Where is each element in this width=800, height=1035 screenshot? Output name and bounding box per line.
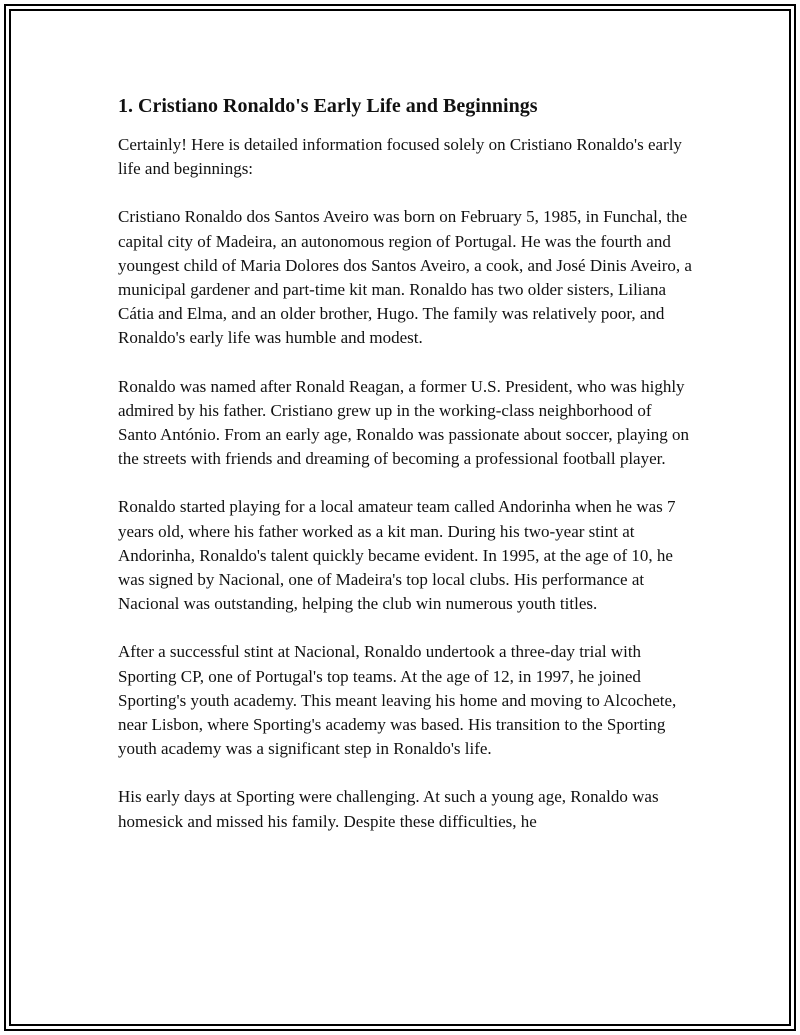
document-body [118, 93, 693, 858]
paragraph-intro: Certainly! Here is detailed information focused solely on Cristiano Ronaldo's early life and beginnings: [118, 135, 682, 179]
paragraph-birth-family: Cristiano Ronaldo dos Santos Aveiro was born on February 5, 1985, in Funchal, the capital city of Madeira, an autonomous region of Portugal. He was the fourth and youngest child of Maria Dolores dos Santos Aveiro, a cook, and José Dinis Aveiro, a municipal gardener and part-time kit man. Ronaldo has two older sisters, Liliana Cátia and Elma, and an older brother, Hugo. The family was relatively poor, and Ronaldo's early life was humble and modest. [118, 207, 692, 348]
paragraph-sporting-academy: After a successful stint at Nacional, Ronaldo undertook a three-day trial with Sporting CP, one of Portugal's top teams. At the age of 12, in 1997, he joined Sporting's youth academy. This meant leaving his home and moving to Alcochete, near Lisbon, where Sporting's academy was based. His transition to the Sporting youth academy was a significant step in Ronaldo's life. [118, 642, 677, 759]
paragraph-andorinha-nacional: Ronaldo started playing for a local amateur team called Andorinha when he was 7 years old, where his father worked as a kit man. During his two-year stint at Andorinha, Ronaldo's talent quickly became evident. In 1995, at the age of 10, he was signed by Nacional, one of Madeira's top local clubs. His performance at Nacional was outstanding, helping the club win numerous youth titles. [118, 497, 676, 614]
paragraph-early-sporting-days: His early days at Sporting were challenging. At such a young age, Ronaldo was homesick and missed his family. Despite these difficulties, he [118, 787, 659, 831]
document-title: 1. Cristiano Ronaldo's Early Life and Beginnings [118, 95, 538, 117]
paragraph-name-childhood: Ronaldo was named after Ronald Reagan, a former U.S. President, who was highly admired by his father. Cristiano grew up in the working-class neighborhood of Santo António. From an early age, Ronaldo was passionate about soccer, playing on the streets with friends and dreaming of becoming a professional football player. [118, 376, 690, 469]
